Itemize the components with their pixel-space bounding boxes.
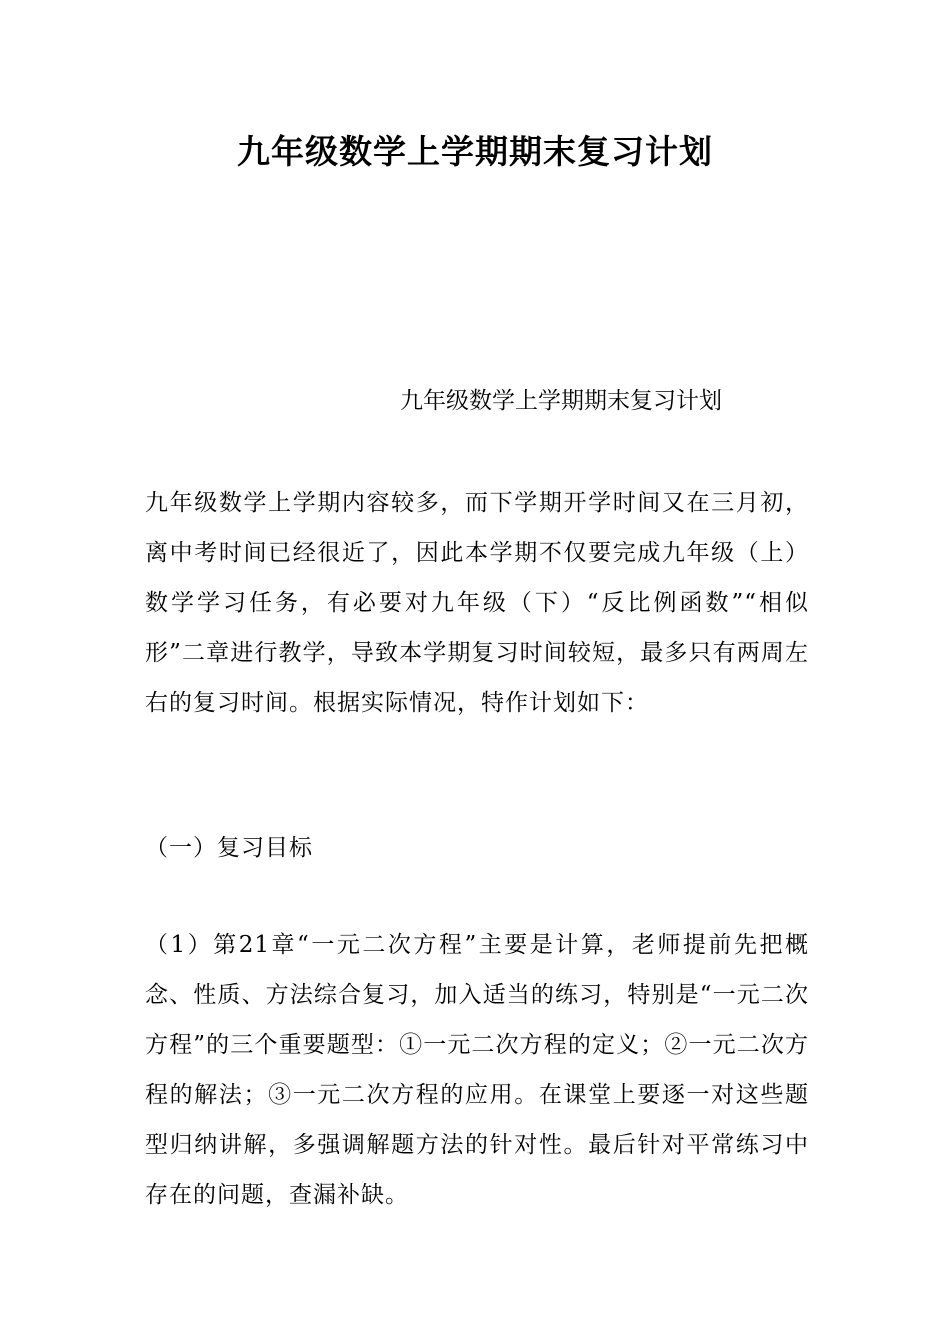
intro-paragraph: 九年级数学上学期内容较多，而下学期开学时间又在三月初，离中考时间已经很近了，因此本学期不仅要完成九年级（上）数学学习任务，有必要对九年级（下）“反比例函数”“相似形”二章进行教学，导致本学期复习时间较短，最多只有两周左右的复习时间。根据实际情况，特作计划如下： — [145, 490, 809, 716]
section-heading: （一）复习目标 — [145, 835, 313, 861]
item-paragraph-1: （1）第21章“一元二次方程”主要是计算，老师提前先把概念、性质、方法综合复习，加入适当的练习，特别是“一元二次方程”的三个重要题型：①一元二次方程的定义；②一元二次方程的解法；③一元二次方程的应用。在课堂上要逐一对这些题型归纳讲解，多强调解题方法的针对性。最后针对平常练习中存在的问题，查漏补缺。 — [145, 932, 809, 1208]
document-subtitle: 九年级数学上学期期末复习计划 — [400, 388, 722, 414]
document-title: 九年级数学上学期期末复习计划 — [237, 132, 713, 171]
